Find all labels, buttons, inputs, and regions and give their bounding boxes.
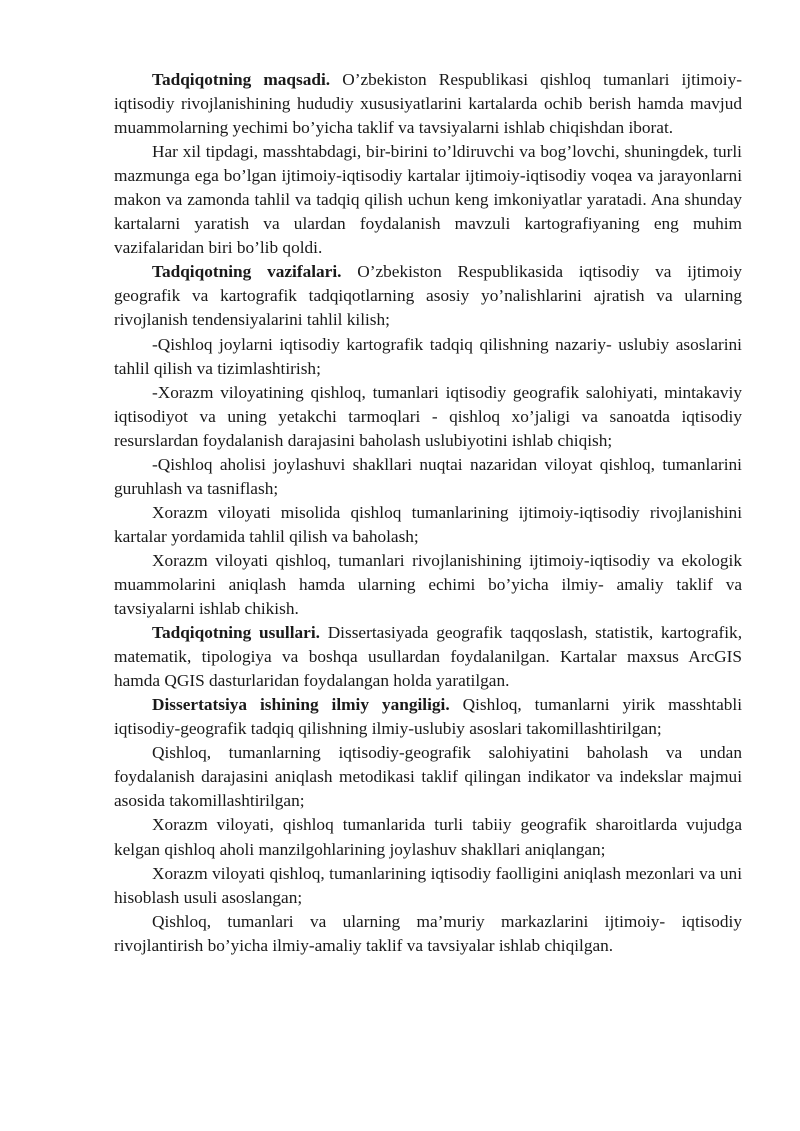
paragraph-text: Qishloq, tumanlarni yirik masshtabli iqtisodiy-geografik tadqiq qilishning ilmiy-uslubiy asoslari takomillashtirilgan; [114,695,742,739]
heading-scientific-novelty: Dissertatsiya ishining ilmiy yangiligi. [152,695,450,715]
list-item-task-2 [114,381,742,453]
list-item-task-5 [114,549,742,621]
paragraph-text: O’zbekiston Respublikasida iqtisodiy va ijtimoiy geografik va kartografik tadqiqotlarning asosiy yo’nalishlarini ajratish va ularning rivojlanish tendensiyalarini tahlil kilish; [114,262,742,330]
paragraph-maps-overview [114,140,742,260]
list-item-task-1 [114,333,742,381]
paragraph-text: Xorazm viloyati, qishloq tumanlarida turli tabiiy geografik sharoitlarda vujudga kelgan qishloq aholi manzilgohlarining joylashuv shakllari aniqlangan; [114,815,742,859]
document-page [114,68,742,958]
paragraph-text: Qishloq, tumanlari va ularning ma’muriy markazlarini ijtimoiy- iqtisodiy rivojlantirish bo’yicha ilmiy-amaliy taklif va tavsiyalar ishlab chiqilgan. [114,911,742,955]
paragraph-text: Qishloq, tumanlarning iqtisodiy-geografik salohiyatini baholash va undan foydalanish darajasini aniqlash metodikasi taklif qilingan indikator va indekslar majmui asosida takomillashtirilgan; [114,743,742,811]
paragraph-text: Dissertasiyada geografik taqqoslash, statistik, kartografik, matematik, tipologiya va boshqa usullardan foydalanilgan. Kartalar maxsus ArcGIS hamda QGIS dasturlaridan foydalangan holda yaratilgan. [114,623,743,691]
paragraph-text: -Qishloq aholisi joylashuvi shakllari nuqtai nazaridan viloyat qishloq, tumanlarini guruhlash va tasniflash; [114,454,742,498]
paragraph-research-methods [114,621,742,693]
paragraph-text: Xorazm viloyati qishloq, tumanlari rivojlanishining ijtimoiy-iqtisodiy va ekologik muammolarini aniqlash hamda ularning echimi bo’yicha ilmiy- amaliy taklif va tavsiyalarni ishlab chikish. [114,550,742,619]
heading-research-tasks: Tadqiqotning vazifalari. [152,262,342,282]
paragraph-text: -Qishloq joylarni iqtisodiy kartografik tadqiq qilishning nazariy- uslubiy asoslarini tahlil qilish va tizimlashtirish; [114,334,742,378]
list-item-task-4 [114,501,742,549]
paragraph-text: Xorazm viloyati qishloq, tumanlarining iqtisodiy faolligini aniqlash mezonlari va uni hisoblash usuli asoslangan; [114,863,742,907]
paragraph-research-goal [114,68,742,140]
list-item-novelty-3 [114,862,742,910]
paragraph-research-tasks [114,260,742,332]
paragraph-text: O’zbekiston Respublikasi qishloq tumanlari ijtimoiy-iqtisodiy rivojlanishining hududiy xususiyatlarini kartalarda ochib berish hamda mavjud muammolarning yechimi bo’yicha taklif va tavsiyalarni ishlab chiqishdan iborat. [114,70,742,138]
paragraph-text: Har xil tipdagi, masshtabdagi, bir-birini to’ldiruvchi va bog’lovchi, shuningdek, turli mazmunga ega bo’lgan ijtimoiy-iqtisodiy kartalar ijtimoiy-iqtisodiy voqea va jarayonlarni makon va zamonda tahlil va tadqiq qilish uchun keng imkoniyatlar yaratadi. Ana shunday kartalarni yaratish va ulardan foydalanish mavzuli kartografiyaning eng muhim vazifalaridan biri bo’lib qoldi. [114,142,742,258]
paragraph-text: Xorazm viloyati misolida qishloq tumanlarining ijtimoiy-iqtisodiy rivojlanishini kartalar yordamida tahlil qilish va baholash; [114,502,742,546]
list-item-task-3 [114,453,742,501]
heading-research-goal: Tadqiqotning maqsadi. [152,70,331,89]
paragraph-text: -Xorazm viloyatining qishloq, tumanlari iqtisodiy geografik salohiyati, mintakaviy iqtisodiyot va uning yetakchi tarmoqlari - qishloq xo’jaligi va sanoatda iqtisodiy resurslardan foydalanish darajasini baholash uslubiyotini ishlab chiqish; [114,382,742,450]
list-item-novelty-4 [114,910,742,958]
list-item-novelty-1 [114,741,742,813]
heading-research-methods: Tadqiqotning usullari. [152,623,320,643]
list-item-novelty-2 [114,813,742,861]
paragraph-scientific-novelty [114,693,742,741]
